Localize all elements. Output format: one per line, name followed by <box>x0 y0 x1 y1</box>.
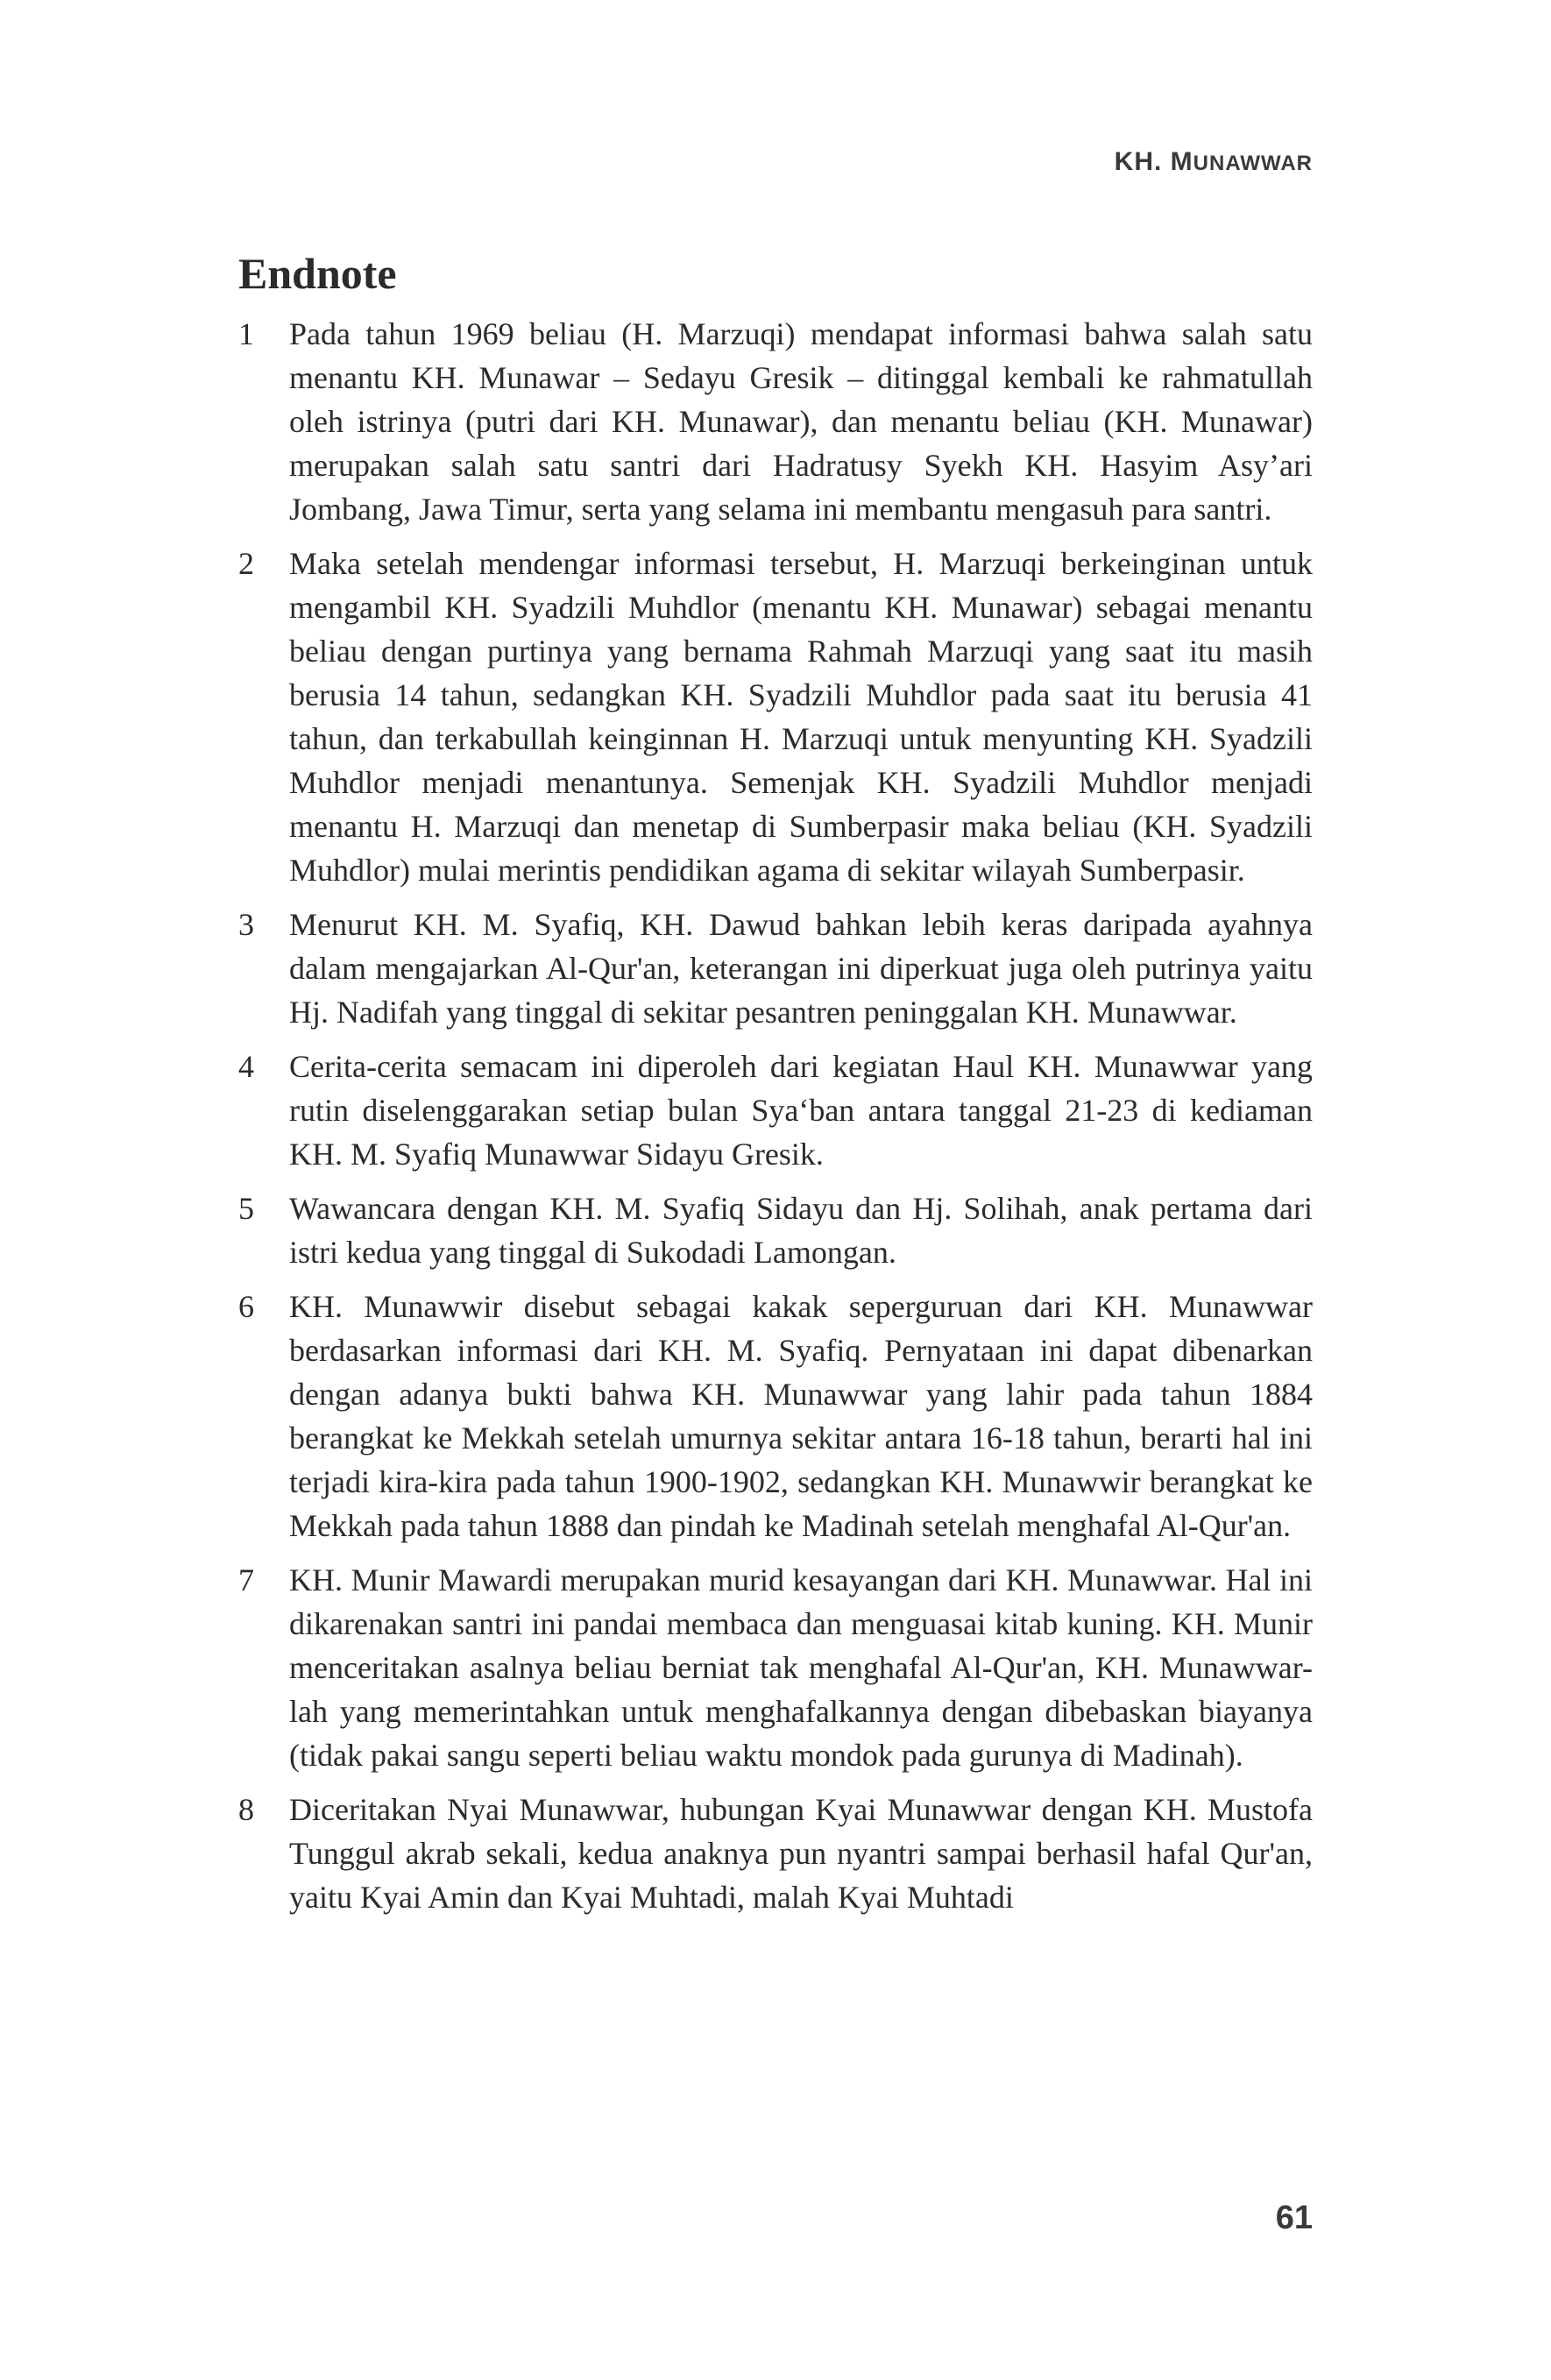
section-title: Endnote <box>238 249 397 298</box>
endnote-number: 7 <box>238 1562 254 1597</box>
endnote-text: Pada tahun 1969 beliau (H. Marzuqi) mendapat informasi bahwa salah satu menantu KH. Munawar – Sedayu Gresik – ditinggal kembali ke rahmatullah oleh istrinya (putri dari KH. Munawar), dan menantu beliau (KH. Munawar) merupakan salah satu santri dari Hadratusy Syekh KH. Hasyim Asy’ari Jombang, Jawa Timur, serta yang selama ini membantu mengasuh para santri. <box>289 316 1313 527</box>
endnote-item <box>238 1285 1313 1548</box>
endnote-text: Maka setelah mendengar informasi tersebut, H. Marzuqi berkeinginan untuk mengambil KH. Syadzili Muhdlor (menantu KH. Munawar) sebagai menantu beliau dengan purtinya yang bernama Rahmah Marzuqi yang saat itu masih berusia 14 tahun, sedangkan KH. Syadzili Muhdlor pada saat itu berusia 41 tahun, dan terkabullah keinginnan H. Marzuqi untuk menyunting KH. Syadzili Muhdlor menjadi menantunya. Semenjak KH. Syadzili Muhdlor menjadi menantu H. Marzuqi dan menetap di Sumberpasir maka beliau (KH. Syadzili Muhdlor) mulai merintis pendidikan agama di sekitar wilayah Sumberpasir. <box>289 546 1313 888</box>
endnote-item <box>238 903 1313 1034</box>
endnote-text: Menurut KH. M. Syafiq, KH. Dawud bahkan lebih keras daripada ayahnya dalam mengajarkan Al-Qur'an, keterangan ini diperkuat juga oleh putrinya yaitu Hj. Nadifah yang tinggal di sekitar pesantren peninggalan KH. Munawwar. <box>289 907 1313 1030</box>
page-number: 61 <box>1275 2199 1313 2236</box>
endnote-text: KH. Munir Mawardi merupakan murid kesayangan dari KH. Munawwar. Hal ini dikarenakan santri ini pandai membaca dan menguasai kitab kuning. KH. Munir menceritakan asalnya beliau berniat tak menghafal Al-Qur'an, KH. Munawwar-lah yang memerintahkan untuk menghafalkannya dengan dibebaskan biayanya (tidak pakai sangu seperti beliau waktu mondok pada gurunya di Madinah). <box>289 1562 1313 1773</box>
running-head-initial: KH. M <box>1114 147 1193 176</box>
endnote-text: KH. Munawwir disebut sebagai kakak seperguruan dari KH. Munawwar berdasarkan informasi dari KH. M. Syafiq. Pernyataan ini dapat dibenarkan dengan adanya bukti bahwa KH. Munawwar yang lahir pada tahun 1884 berangkat ke Mekkah setelah umurnya sekitar antara 16-18 tahun, berarti hal ini terjadi kira-kira pada tahun 1900-1902, sedangkan KH. Munawwir berangkat ke Mekkah pada tahun 1888 dan pindah ke Madinah setelah menghafal Al-Qur'an. <box>289 1289 1313 1543</box>
endnote-number: 3 <box>238 907 254 942</box>
endnote-item <box>238 312 1313 531</box>
endnote-number: 1 <box>238 316 254 351</box>
endnote-number: 5 <box>238 1191 254 1226</box>
endnote-text: Wawancara dengan KH. M. Syafiq Sidayu dan Hj. Solihah, anak pertama dari istri kedua yang tinggal di Sukodadi Lamongan. <box>289 1191 1313 1270</box>
endnote-item <box>238 1186 1313 1274</box>
endnote-number: 6 <box>238 1289 254 1324</box>
endnote-list <box>238 312 1313 1930</box>
endnote-item <box>238 1045 1313 1176</box>
endnote-text: Cerita-cerita semacam ini diperoleh dari kegiatan Haul KH. Munawwar yang rutin diselenggarakan setiap bulan Sya‘ban antara tanggal 21-23 di kediaman KH. M. Syafiq Munawwar Sidayu Gresik. <box>289 1049 1313 1172</box>
running-head <box>1115 147 1313 177</box>
endnote-number: 2 <box>238 546 254 581</box>
endnote-item <box>238 542 1313 892</box>
endnote-item <box>238 1558 1313 1777</box>
endnote-item <box>238 1788 1313 1919</box>
endnote-text: Diceritakan Nyai Munawwar, hubungan Kyai Munawwar dengan KH. Mustofa Tunggul akrab sekali, kedua anaknya pun nyantri sampai berhasil hafal Qur'an, yaitu Kyai Amin dan Kyai Muhtadi, malah Kyai Muhtadi <box>289 1792 1313 1915</box>
endnote-number: 4 <box>238 1049 254 1084</box>
running-head-rest: UNAWWAR <box>1193 152 1313 175</box>
endnote-number: 8 <box>238 1792 254 1827</box>
